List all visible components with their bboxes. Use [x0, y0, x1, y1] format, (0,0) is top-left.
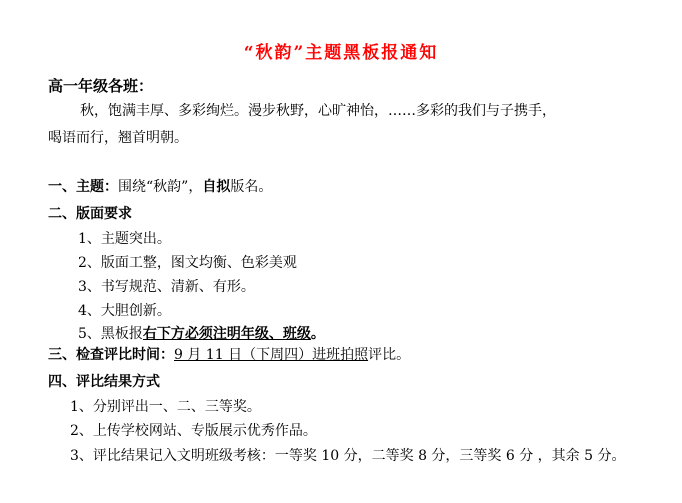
section-2-item-5-a: 5、黑板报 — [78, 326, 143, 342]
section-1-text-b: 自拟 — [202, 179, 231, 195]
section-2-heading: 二、版面要求 — [48, 206, 132, 222]
section-3-label: 三、检查评比时间： — [48, 347, 174, 363]
section-1 — [48, 177, 272, 197]
notice-title: “秋韵”主题黑板报通知 — [243, 43, 439, 63]
section-2-item: 4、大胆创新。 — [78, 303, 171, 319]
section-2-item: 3、书写规范、清新、有形。 — [78, 279, 255, 295]
section-1-label: 一、主题： — [48, 179, 118, 195]
section-2-item-5-b: 右下方必须注明年级、班级 — [142, 326, 311, 342]
intro-line-1: 秋，饱满丰厚、多彩绚烂。漫步秋野，心旷神怡，……多彩的我们与子携手， — [80, 103, 556, 119]
section-2-item-5 — [78, 324, 325, 344]
section-3-tail: 评比。 — [368, 347, 411, 363]
section-4-heading: 四、评比结果方式 — [48, 374, 160, 390]
section-3 — [48, 345, 410, 365]
section-1-text-a: 围绕“秋韵”， — [118, 179, 203, 195]
section-4-item: 3、评比结果记入文明班级考核：一等奖 10 分，二等奖 8 分，三等奖 6 分 ，其余 5 分。 — [70, 448, 626, 464]
section-2-item: 1、主题突出。 — [78, 231, 171, 247]
section-1-text-c: 版名。 — [230, 179, 273, 195]
section-4-item: 2、上传学校网站、专版展示优秀作品。 — [70, 423, 317, 439]
section-2-item-5-c: 。 — [310, 326, 325, 342]
addressee: 高一年级各班： — [48, 77, 154, 95]
section-2-item: 2、版面工整，图文均衡、色彩美观 — [78, 255, 297, 271]
section-4-item: 1、分别评出一、二、三等奖。 — [70, 399, 261, 415]
section-3-date: 9 月 11 日（下周四）进班拍照 — [174, 347, 369, 363]
intro-line-2: 喝语而行，翘首明朝。 — [48, 130, 188, 146]
